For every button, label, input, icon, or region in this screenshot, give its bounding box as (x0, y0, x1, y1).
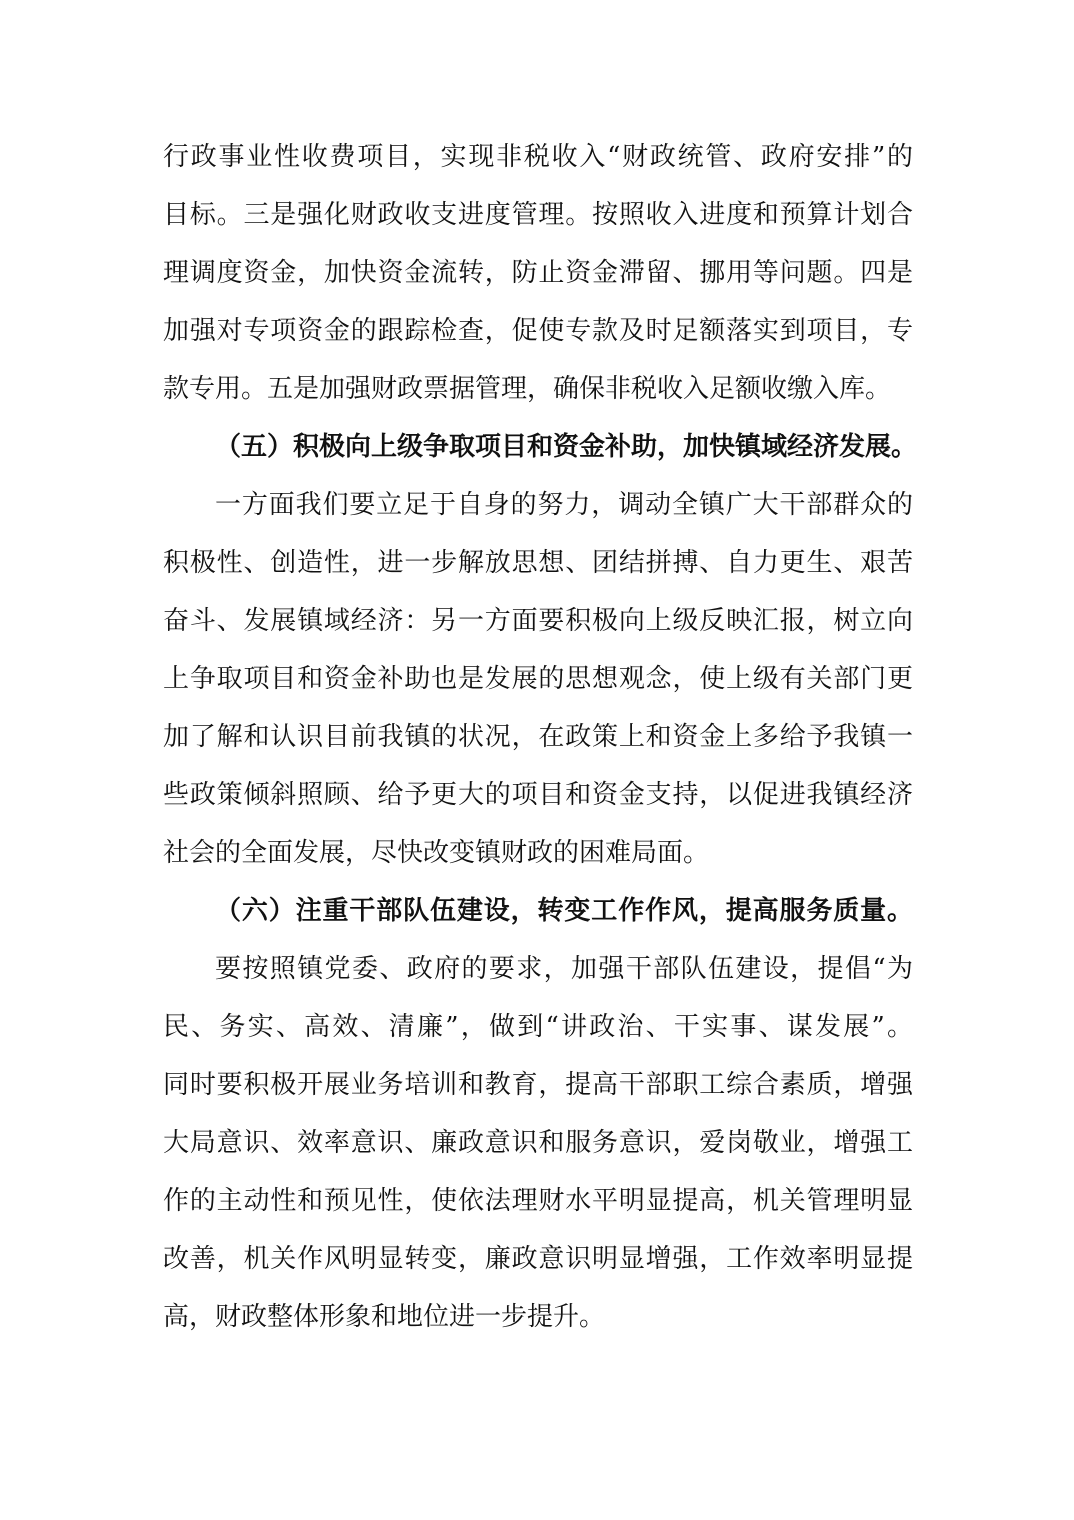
text-line: 加强对专项资金的跟踪检查，促使专款及时足额落实到项目，专 (163, 316, 913, 346)
text-line: 上争取项目和资金补助也是发展的思想观念，使上级有关部门更 (163, 664, 913, 694)
text-line: 作的主动性和预见性，使依法理财水平明显提高，机关管理明显 (163, 1186, 913, 1216)
text-line: 积极性、创造性，进一步解放思想、团结拼搏、自力更生、艰苦 (163, 548, 913, 578)
text-line: 改善，机关作风明显转变，廉政意识明显增强，工作效率明显提 (163, 1244, 913, 1274)
section-heading: （六）注重干部队伍建设，转变工作作风，提高服务质量。 (215, 896, 913, 926)
text-line: 社会的全面发展，尽快改变镇财政的困难局面。 (163, 838, 710, 868)
text-line: 大局意识、效率意识、廉政意识和服务意识，爱岗敬业，增强工 (163, 1128, 913, 1158)
text-line: 款专用。五是加强财政票据管理，确保非税收入足额收缴入库。 (163, 374, 892, 404)
text-line: 行政事业性收费项目，实现非税收入“财政统管、政府安排”的 (163, 142, 913, 172)
text-line: 高，财政整体形象和地位进一步提升。 (163, 1302, 606, 1332)
text-line: 奋斗、发展镇域经济：另一方面要积极向上级反映汇报，树立向 (163, 606, 913, 636)
text-line: 一方面我们要立足于自身的努力，调动全镇广大干部群众的 (215, 490, 913, 520)
section-heading: （五）积极向上级争取项目和资金补助，加快镇域经济发展。 (215, 432, 918, 462)
text-line: 加了解和认识目前我镇的状况，在政策上和资金上多给予我镇一 (163, 722, 913, 752)
text-line: 同时要积极开展业务培训和教育，提高干部职工综合素质，增强 (163, 1070, 913, 1100)
text-line: 理调度资金，加快资金流转，防止资金滞留、挪用等问题。四是 (163, 258, 913, 288)
text-line: 民、务实、高效、清廉”，做到“讲政治、干实事、谋发展”。 (163, 1012, 913, 1042)
text-line: 目标。三是强化财政收支进度管理。按照收入进度和预算计划合 (163, 200, 913, 230)
text-line: 些政策倾斜照顾、给予更大的项目和资金支持，以促进我镇经济 (163, 780, 913, 810)
text-line: 要按照镇党委、政府的要求，加强干部队伍建设，提倡“为 (215, 954, 913, 984)
